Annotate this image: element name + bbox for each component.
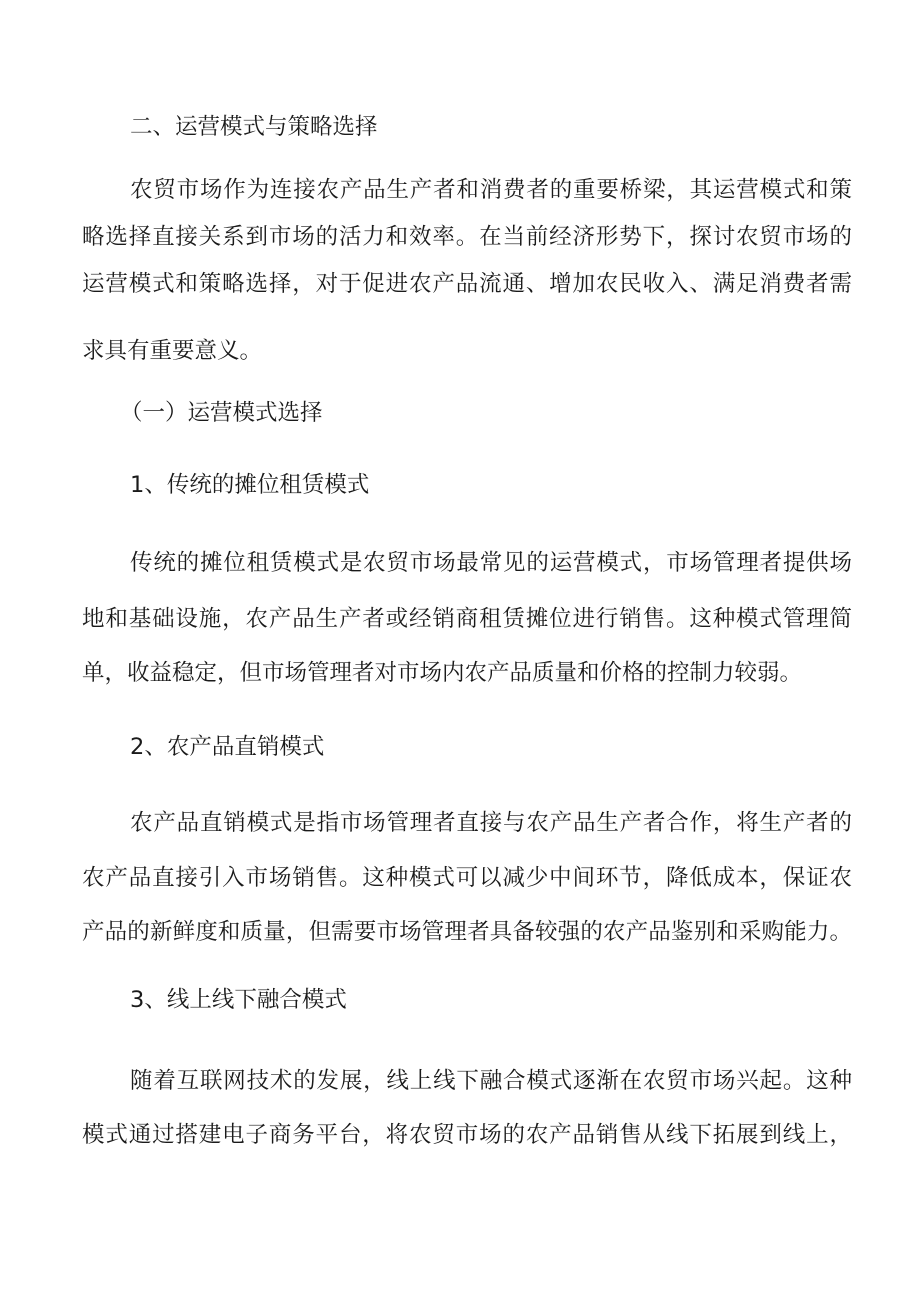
- item-line: 产品的新鲜度和质量，但需要市场管理者具备较强的农产品鉴别和采购能力。: [82, 919, 852, 945]
- subsection-title: （一）运营模式选择: [120, 400, 323, 426]
- section-title: 二、运营模式与策略选择: [130, 114, 378, 140]
- item-line: 随着互联网技术的发展，线上线下融合模式逐渐在农贸市场兴起。这种: [130, 1068, 852, 1094]
- item-line: 单，收益稳定，但市场管理者对市场内农产品质量和价格的控制力较弱。: [82, 660, 803, 686]
- intro-line: 运营模式和策略选择，对于促进农产品流通、增加农民收入、满足消费者需: [82, 271, 852, 297]
- intro-line: 求具有重要意义。: [82, 338, 263, 364]
- item-line: 传统的摊位租赁模式是农贸市场最常见的运营模式，市场管理者提供场: [130, 550, 852, 576]
- item-title: 1、传统的摊位租赁模式: [130, 472, 370, 498]
- item-line: 农产品直销模式是指市场管理者直接与农产品生产者合作，将生产者的: [130, 810, 852, 836]
- item-line: 模式通过搭建电子商务平台，将农贸市场的农产品销售从线下拓展到线上，: [82, 1122, 852, 1148]
- item-line: 地和基础设施，农产品生产者或经销商租赁摊位进行销售。这种模式管理简: [82, 606, 852, 632]
- intro-line: 略选择直接关系到市场的活力和效率。在当前经济形势下，探讨农贸市场的: [82, 224, 852, 250]
- intro-line: 农贸市场作为连接农产品生产者和消费者的重要桥梁，其运营模式和策: [130, 177, 852, 203]
- item-line: 农产品直接引入市场销售。这种模式可以减少中间环节，降低成本，保证农: [82, 865, 852, 891]
- item-title: 2、农产品直销模式: [130, 734, 325, 760]
- item-title: 3、线上线下融合模式: [130, 987, 347, 1013]
